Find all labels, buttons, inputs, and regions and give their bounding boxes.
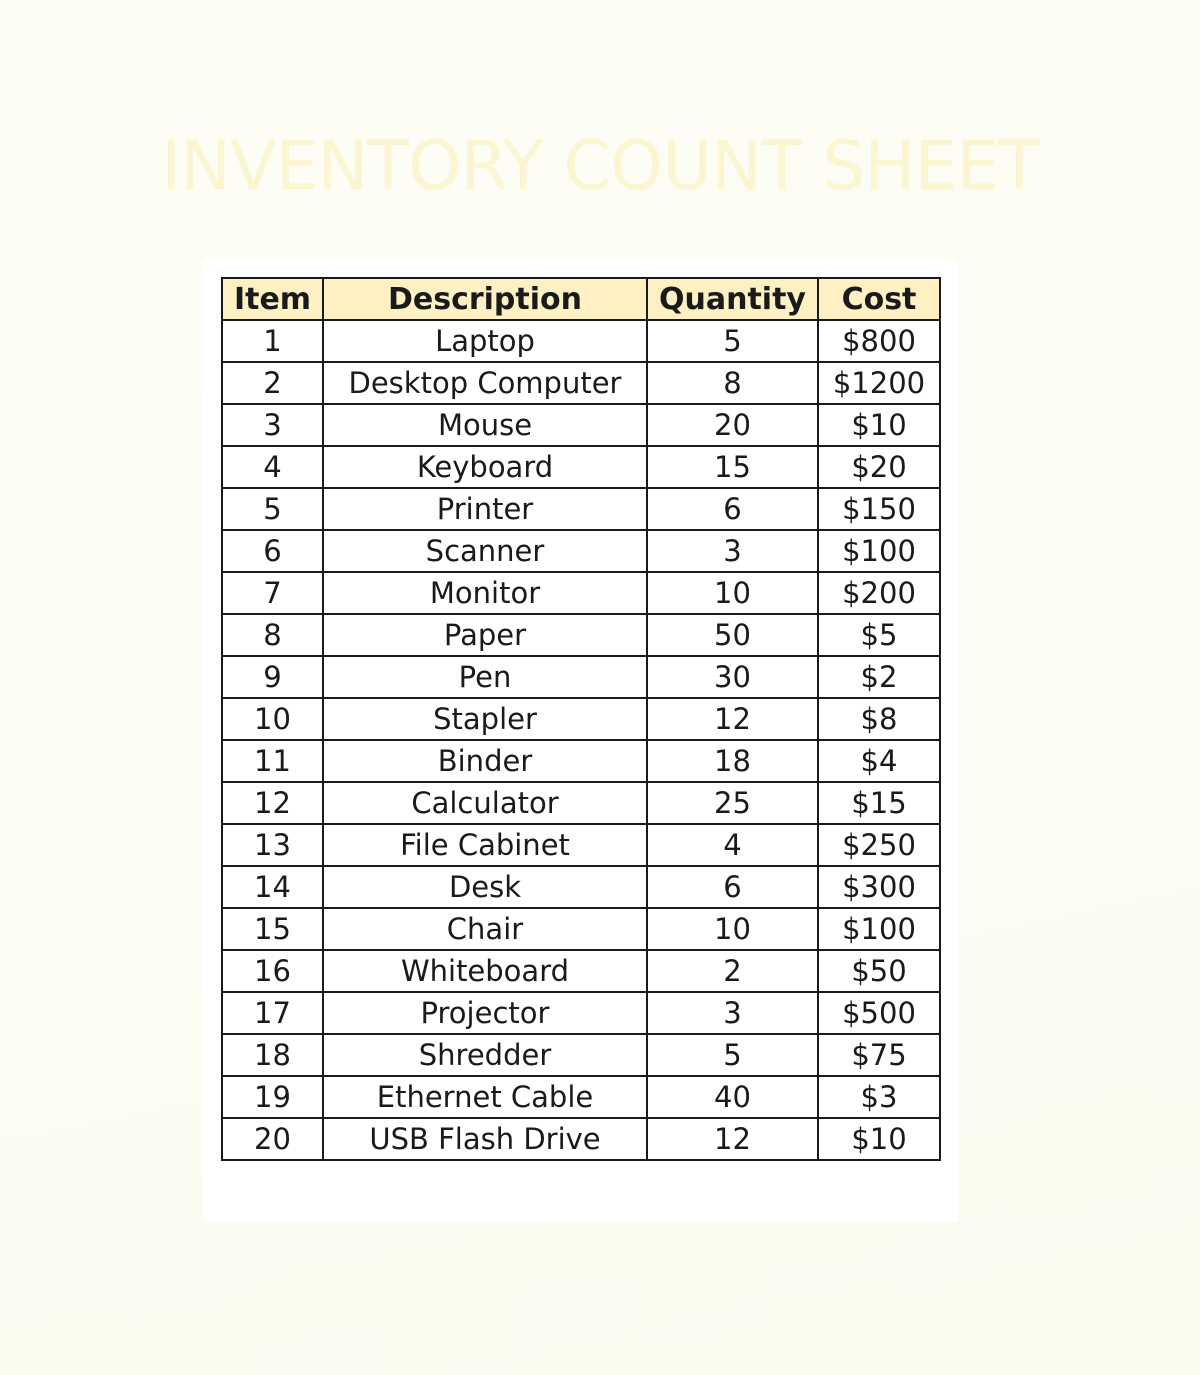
header-item: Item [222,278,323,320]
cell-description: USB Flash Drive [323,1118,647,1160]
cell-item: 18 [222,1034,323,1076]
table-row [222,572,940,614]
table-row [222,656,940,698]
cell-quantity: 10 [647,572,818,614]
cell-item: 3 [222,404,323,446]
table-row [222,908,940,950]
cell-cost: $50 [818,950,940,992]
table-row [222,992,940,1034]
cell-description: Binder [323,740,647,782]
table-row [222,362,940,404]
cell-quantity: 40 [647,1076,818,1118]
cell-cost: $15 [818,782,940,824]
cell-quantity: 8 [647,362,818,404]
cell-cost: $200 [818,572,940,614]
cell-item: 17 [222,992,323,1034]
page-title: INVENTORY COUNT SHEET [161,127,1039,206]
table-row [222,530,940,572]
cell-quantity: 4 [647,824,818,866]
cell-item: 12 [222,782,323,824]
table-row [222,824,940,866]
header-description: Description [323,278,647,320]
cell-quantity: 10 [647,908,818,950]
cell-item: 7 [222,572,323,614]
cell-quantity: 30 [647,656,818,698]
cell-item: 13 [222,824,323,866]
cell-description: Scanner [323,530,647,572]
cell-quantity: 15 [647,446,818,488]
cell-description: Keyboard [323,446,647,488]
cell-description: Paper [323,614,647,656]
table-row [222,866,940,908]
cell-quantity: 50 [647,614,818,656]
cell-cost: $10 [818,404,940,446]
table-row [222,1076,940,1118]
table-row [222,950,940,992]
table-row [222,782,940,824]
cell-quantity: 3 [647,530,818,572]
table-row [222,740,940,782]
cell-description: Stapler [323,698,647,740]
cell-description: File Cabinet [323,824,647,866]
cell-description: Desktop Computer [323,362,647,404]
cell-quantity: 5 [647,1034,818,1076]
cell-cost: $8 [818,698,940,740]
cell-description: Pen [323,656,647,698]
table-row [222,614,940,656]
cell-quantity: 6 [647,488,818,530]
cell-description: Desk [323,866,647,908]
cell-quantity: 12 [647,698,818,740]
inventory-table [221,277,941,1161]
table-row [222,488,940,530]
cell-quantity: 18 [647,740,818,782]
cell-cost: $150 [818,488,940,530]
cell-item: 8 [222,614,323,656]
header-quantity: Quantity [647,278,818,320]
cell-item: 14 [222,866,323,908]
table-row [222,698,940,740]
cell-cost: $5 [818,614,940,656]
cell-item: 10 [222,698,323,740]
cell-item: 1 [222,320,323,362]
cell-quantity: 5 [647,320,818,362]
table-row [222,1118,940,1160]
cell-cost: $800 [818,320,940,362]
cell-description: Chair [323,908,647,950]
cell-cost: $10 [818,1118,940,1160]
cell-cost: $1200 [818,362,940,404]
cell-quantity: 6 [647,866,818,908]
cell-item: 11 [222,740,323,782]
table-row [222,1034,940,1076]
cell-description: Ethernet Cable [323,1076,647,1118]
table-card [203,259,958,1222]
cell-item: 15 [222,908,323,950]
cell-description: Monitor [323,572,647,614]
cell-quantity: 20 [647,404,818,446]
cell-quantity: 25 [647,782,818,824]
cell-cost: $2 [818,656,940,698]
cell-cost: $100 [818,908,940,950]
cell-item: 5 [222,488,323,530]
table-row [222,320,940,362]
cell-item: 4 [222,446,323,488]
cell-cost: $250 [818,824,940,866]
cell-quantity: 12 [647,1118,818,1160]
cell-item: 2 [222,362,323,404]
cell-description: Mouse [323,404,647,446]
cell-cost: $300 [818,866,940,908]
table-row [222,404,940,446]
cell-cost: $4 [818,740,940,782]
cell-cost: $20 [818,446,940,488]
cell-description: Laptop [323,320,647,362]
cell-item: 20 [222,1118,323,1160]
cell-cost: $75 [818,1034,940,1076]
cell-description: Printer [323,488,647,530]
cell-description: Calculator [323,782,647,824]
cell-cost: $500 [818,992,940,1034]
table-row [222,446,940,488]
cell-description: Whiteboard [323,950,647,992]
cell-item: 9 [222,656,323,698]
cell-item: 19 [222,1076,323,1118]
cell-description: Projector [323,992,647,1034]
cell-quantity: 2 [647,950,818,992]
cell-cost: $100 [818,530,940,572]
header-cost: Cost [818,278,940,320]
cell-item: 16 [222,950,323,992]
cell-description: Shredder [323,1034,647,1076]
cell-cost: $3 [818,1076,940,1118]
cell-quantity: 3 [647,992,818,1034]
table-header-row [222,278,940,320]
cell-item: 6 [222,530,323,572]
